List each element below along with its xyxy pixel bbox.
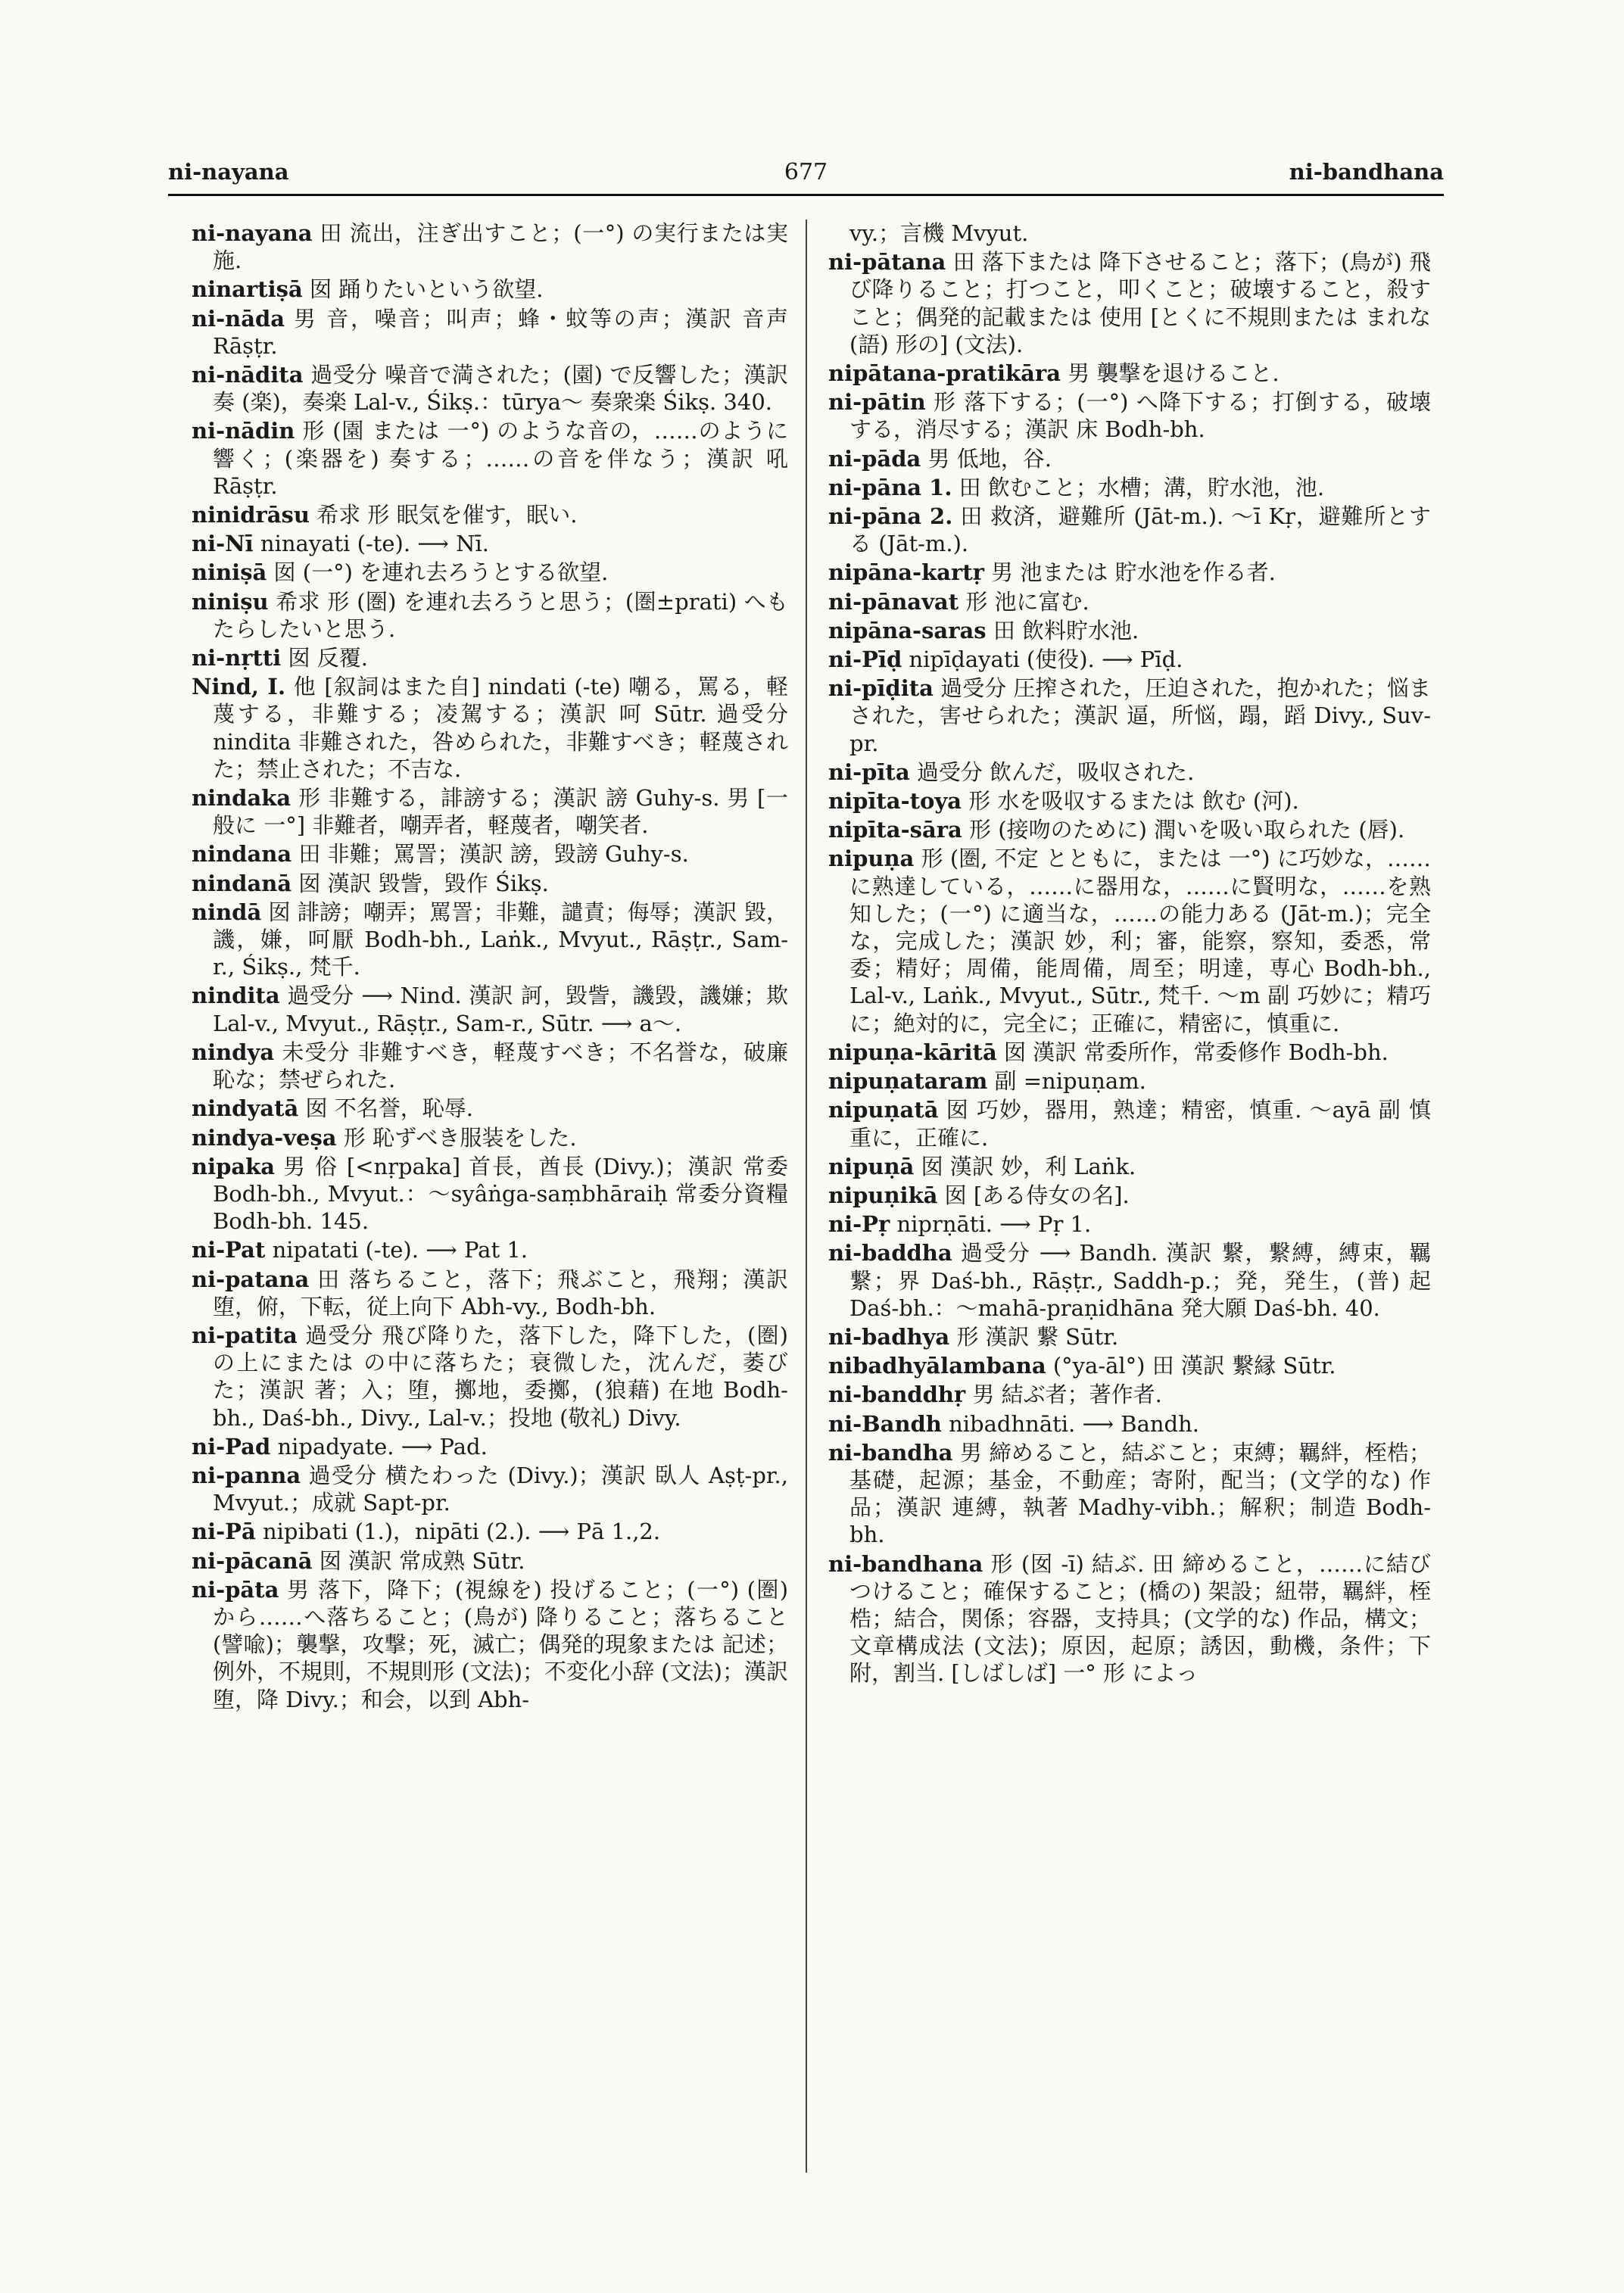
entry-headword: ni-Bandh <box>828 1410 942 1437</box>
page-number: 677 <box>784 159 828 185</box>
dictionary-entry <box>192 588 788 643</box>
entry-definition: 囡 巧妙，器用，熟達；精密，慎重. ～ayā 副 慎重に，正確に. <box>849 1097 1431 1151</box>
entry-definition: 過受分 ⟶ Bandh. 漢訳 繋，繋縛，縛束，羈繋；界 Daś-bh., Rāṣṭr., Saddh-p.；発，発生，(普) 起 Daś-bh.：～mahā-praṇidhāna 発大願 Daś-bh. 40. <box>849 1240 1431 1321</box>
dictionary-entry <box>192 899 788 981</box>
entry-definition: 囡 漢訳 常成熟 Sūtr. <box>319 1547 525 1574</box>
dictionary-entry <box>828 1323 1431 1351</box>
entry-headword: ni-pātana <box>828 249 946 276</box>
entry-headword: nindyatā <box>192 1095 299 1122</box>
entry-headword: nipāna-kartṛ <box>828 559 984 586</box>
entry-definition: 男 結ぶ者；著作者. <box>972 1382 1162 1408</box>
entry-headword: nipuṇatā <box>828 1097 939 1123</box>
entry-definition: 過受分 飛び降りた，落下した，降下した，(圏) の上にまたは の中に落ちた；衰微した，沈んだ，萎びた；漢訳 著；入；堕，擲地，委擲，(狼藉) 在地 Bodh-bh., Daś-bh., Divy., Lal-v.；投地 (敬礼) Divy. <box>213 1322 788 1431</box>
entry-headword: nindita <box>192 983 280 1009</box>
entry-definition: 囡 [ある侍女の名]. <box>944 1182 1130 1208</box>
entry-definition: 囡 反覆. <box>288 645 368 671</box>
left-column <box>192 220 788 2263</box>
entry-headword: nipuṇā <box>828 1153 915 1179</box>
entry-definition: nipatati (-te). ⟶ Pat 1. <box>272 1237 528 1263</box>
dictionary-entry <box>192 361 788 416</box>
entry-definition: 過受分 飲んだ，吸収された. <box>916 759 1195 785</box>
entry-headword: ni-bandhana <box>828 1550 983 1577</box>
dictionary-entry <box>192 1153 788 1235</box>
entry-definition: 他 [叙詞はまた自] nindati (-te) 嘲る，罵る，軽蔑する，非難する；凌駕する；漢訳 呵 Sūtr. 過受分 nindita 非難された，咎められた，非難すべき；軽蔑された；禁止された；不吉な. <box>213 674 788 782</box>
entry-headword: ni-baddha <box>828 1240 952 1266</box>
dictionary-entry <box>192 982 788 1036</box>
entry-definition: 囡 (一°) を連れ去ろうとする欲望. <box>273 559 609 586</box>
entry-headword: ninartiṣā <box>192 276 303 303</box>
entry-definition: 田 救済，避難所 (Jāt-m.). ～ī Kṛ，避難所とする (Jāt-m.). <box>849 503 1431 557</box>
dictionary-entry <box>192 276 788 303</box>
entry-headword: nipuṇataram <box>828 1068 988 1095</box>
dictionary-entry <box>192 1547 788 1575</box>
entry-definition: 田 飲むこと；水槽；溝，貯水池，池. <box>959 474 1325 500</box>
entry-definition: 過受分 圧搾された，圧迫された，抱かれた；悩まされた，害せられた；漢訳 逼，所悩，蹋，蹈 Divy., Suv-pr. <box>849 675 1431 756</box>
entry-definition: 副 =nipuṇam. <box>994 1068 1146 1095</box>
column-divider <box>806 220 807 2173</box>
dictionary-entry <box>828 787 1431 815</box>
entry-headword: ni-Pā <box>192 1519 256 1545</box>
entry-definition: 男 襲撃を退けること. <box>1068 360 1280 387</box>
dictionary-entry <box>828 1210 1431 1238</box>
dictionary-entry <box>192 417 788 500</box>
entry-definition: 囡 誹謗；嘲弄；罵詈；非難，譴責；侮辱；漢訳 毀，譏，嫌，呵厭 Bodh-bh., Laṅk., Mvyut., Rāṣṭr., Sam-r., Śikṣ., 梵千. <box>213 899 788 980</box>
dictionary-entry <box>192 1039 788 1093</box>
dictionary-entry <box>828 474 1431 501</box>
entry-headword: nipaka <box>192 1153 276 1179</box>
running-head <box>168 156 1444 196</box>
entry-definition: (°ya-āl°) 田 漢訳 繋縁 Sūtr. <box>1052 1353 1336 1379</box>
entry-headword: ninidrāsu <box>192 502 310 528</box>
entry-definition: 田 非難；罵詈；漢訳 謗，毀謗 Guhy-s. <box>298 841 689 868</box>
entry-definition: 男 俗 [<nṛpaka] 首長，酋長 (Divy.)；漢訳 常委 Bodh-bh., Mvyut.：～syâṅga-saṃbhāraiḥ 常委分資糧 Bodh-bh. 145. <box>213 1153 788 1235</box>
entry-headword: ni-patita <box>192 1322 298 1348</box>
dictionary-entry <box>828 248 1431 358</box>
entry-definition: niprṇāti. ⟶ Pṛ 1. <box>896 1211 1092 1238</box>
entry-headword: ni-badhya <box>828 1323 950 1350</box>
dictionary-entry <box>828 759 1431 786</box>
dictionary-entry <box>828 220 1431 247</box>
entry-definition: nipadyate. ⟶ Pad. <box>277 1433 488 1460</box>
entry-definition: 囡 漢訳 妙，利 Laṅk. <box>921 1153 1136 1179</box>
entry-definition: 希求 形 眠気を催す，眠い. <box>316 502 578 528</box>
dictionary-entry <box>828 1381 1431 1408</box>
entry-headword: ni-banddhṛ <box>828 1382 966 1408</box>
entry-headword: nindya-veṣa <box>192 1124 337 1151</box>
entry-headword: ni-nāda <box>192 305 285 332</box>
dictionary-entry <box>192 644 788 671</box>
entry-definition: 囡 漢訳 常委所作，常委修作 Bodh-bh. <box>1003 1039 1389 1065</box>
entry-definition: 形 (圏, 不定 とともに，または 一°) に巧妙な，……に熟達している，……に器用な，……に賢明な，……を熟知した；(一°) に適当な，……の能力ある (Jāt-m.)；完全な，完成した；漢訳 妙，利；審，能察，察知，委悉，常委；精好；周備，能周備，周至；明達，専心 Bodh-bh., Lal-v., Laṅk., Mvyut., Sūtr., 梵千. ～m 副 巧妙に；精巧に；絶対的に，完全に；正確に，精密に，慎重に. <box>849 846 1431 1036</box>
entry-headword: nipātana-pratikāra <box>828 360 1061 387</box>
dictionary-entry <box>828 675 1431 757</box>
entry-headword: ni-Pīḍ <box>828 646 902 673</box>
entry-headword: nindya <box>192 1039 275 1065</box>
header-right-guide-word: ni-bandhana <box>1289 159 1444 185</box>
dictionary-entry <box>192 1462 788 1516</box>
dictionary-entry <box>828 503 1431 557</box>
entry-headword: nindaka <box>192 785 291 812</box>
dictionary-entry <box>192 1266 788 1320</box>
entry-headword: nipāna-saras <box>828 617 987 643</box>
entry-headword: ni-Pat <box>192 1237 266 1263</box>
entry-definition: 形 水を吸収するまたは 飲む (河). <box>968 788 1299 815</box>
dictionary-entry <box>192 870 788 897</box>
entry-definition: 囡 不名誉，恥辱. <box>305 1095 473 1122</box>
entry-definition: 形 非難する，誹謗する；漢訳 謗 Guhy-s. 男 [一般に 一°] 非難者，嘲弄者，軽蔑者，嘲笑者. <box>213 785 788 839</box>
entry-definition: 未受分 非難すべき，軽蔑すべき；不名誉な，破廉恥な；禁ぜられた. <box>213 1039 788 1093</box>
dictionary-entry <box>828 1439 1431 1549</box>
entry-definition: vy.；言機 Mvyut. <box>849 220 1029 246</box>
entry-definition: 希求 形 (圏) を連れ去ろうと思う；(圏±prati) へもたらしたいと思う. <box>213 588 788 642</box>
dictionary-entry <box>828 1352 1431 1379</box>
entry-headword: ni-pātin <box>828 389 926 416</box>
dictionary-entry <box>192 673 788 783</box>
dictionary-entry <box>828 1067 1431 1095</box>
entry-headword: ni-pācanā <box>192 1547 313 1574</box>
dictionary-entry <box>828 388 1431 443</box>
dictionary-entry <box>828 1239 1431 1322</box>
entry-definition: ninayati (-te). ⟶ Nī. <box>260 531 489 557</box>
dictionary-entry <box>192 305 788 360</box>
entry-definition: 男 落下，降下；(視線を) 投げること；(一°) (圏) から……へ落ちること；(鳥が) 降りること；落ちること (譬喩)；襲撃，攻撃；死，滅亡；偶発的現象または 記述；例外，不規則，不規則形 (文法)；不変化小辞 (文法)；漢訳 堕，降 Divy.；和会，以到 Abh- <box>213 1576 788 1712</box>
entry-definition: 囡 漢訳 毀訾，毀作 Śikṣ. <box>298 870 549 896</box>
entry-headword: ni-pāna 2. <box>828 503 953 530</box>
dictionary-entry <box>828 445 1431 472</box>
entry-headword: nibadhyālambana <box>828 1353 1046 1379</box>
entry-headword: ni-nādita <box>192 362 304 388</box>
entry-headword: ni-pāna 1. <box>828 474 952 500</box>
entry-definition: 形 池に富む. <box>965 588 1089 615</box>
entry-headword: ni-nādin <box>192 418 295 444</box>
entry-headword: ni-Nī <box>192 531 254 557</box>
entry-definition: 田 飲料貯水池. <box>993 617 1139 643</box>
dictionary-entry <box>192 1236 788 1263</box>
entry-headword: nindā <box>192 899 262 925</box>
entry-headword: ni-nayana <box>192 220 313 246</box>
entry-definition: 男 低地，谷. <box>927 445 1052 472</box>
entry-headword: ni-pāta <box>192 1576 279 1603</box>
entry-definition: 過受分 横たわった (Divy.)；漢訳 臥人 Aṣṭ-pr., Mvyut.；成就 Sapt-pr. <box>213 1462 788 1516</box>
dictionary-entry <box>828 646 1431 673</box>
entry-headword: ni-pānavat <box>828 588 959 615</box>
dictionary-entry <box>192 1433 788 1460</box>
dictionary-entry <box>192 1095 788 1122</box>
entry-headword: nipīta-sāra <box>828 817 962 843</box>
entry-definition: 形 恥ずべき服装をした. <box>343 1124 577 1151</box>
entry-definition: 囡 踊りたいという欲望. <box>310 276 544 303</box>
dictionary-entry <box>828 1096 1431 1151</box>
entry-headword: nipuṇa <box>828 846 915 872</box>
entry-headword: ni-pīḍita <box>828 675 934 702</box>
entry-definition: 形 (接吻のために) 潤いを吸い取られた (唇). <box>969 817 1405 843</box>
entry-headword: nindanā <box>192 870 292 896</box>
dictionary-entry <box>192 1322 788 1432</box>
entry-definition: nibadhnāti. ⟶ Bandh. <box>949 1410 1200 1437</box>
entry-definition: 過受分 ⟶ Nind. 漢訳 訶，毀訾，譏毀，譏嫌；欺 Lal-v., Mvyut., Rāṣṭr., Sam-r., Sūtr. ⟶ a～. <box>213 983 788 1036</box>
dictionary-entry <box>828 1410 1431 1438</box>
entry-headword: nipuṇa-kāritā <box>828 1039 997 1065</box>
right-column <box>828 220 1431 2263</box>
entry-definition: 田 落下または 降下させること；落下；(鳥が) 飛び降りること；打つこと，叩くこと；破壊すること，殺すこと；偶発的記載または 使用 [とくに不規則または まれな (語) 形の] (文法). <box>849 249 1431 357</box>
entry-headword: niniṣu <box>192 588 269 615</box>
entry-headword: ni-Pṛ <box>828 1211 890 1238</box>
dictionary-entry <box>192 559 788 586</box>
entry-headword: ni-pāda <box>828 445 921 472</box>
entry-definition: 男 締めること，結ぶこと；束縛；羈絆，桎梏；基礎，起源；基金，不動産；寄附，配当；(文学的な) 作品；漢訳 連縛，執著 Madhy-vibh.；解釈；制造 Bodh-bh. <box>849 1439 1431 1548</box>
dictionary-entry <box>192 220 788 274</box>
entry-headword: ni-bandha <box>828 1439 953 1466</box>
dictionary-entry <box>828 360 1431 387</box>
entry-headword: ni-patana <box>192 1266 310 1292</box>
dictionary-entry <box>828 845 1431 1036</box>
dictionary-entry <box>828 617 1431 644</box>
dictionary-entry <box>828 1153 1431 1180</box>
entry-definition: nipīḍayati (使役). ⟶ Pīḍ. <box>909 646 1183 673</box>
entry-definition: 形 (囡 -ī) 結ぶ. 田 締めること，……に結びつけること；確保すること；(橋の) 架設；紐帯，羈絆，桎梏；結合，関係；容器，支持具；(文学的な) 作品，構文；文章構成法 (文法)；原因，起原；誘因，動機，条件；下附，割当. [しばしば] 一° 形 によっ <box>849 1550 1431 1687</box>
entry-definition: 形 (園 または 一°) のような音の，……のように響く；(楽器を) 奏する；……の音を伴なう；漢訳 吼 Rāṣṭr. <box>213 418 788 499</box>
dictionary-entry <box>192 1576 788 1713</box>
dictionary-entry <box>828 559 1431 586</box>
entry-definition: 過受分 噪音で満された；(園) で反響した；漢訳 奏 (楽)，奏楽 Lal-v., Śikṣ.：tūrya～ 奏衆楽 Śikṣ. 340. <box>213 362 788 416</box>
entry-headword: ni-panna <box>192 1462 301 1488</box>
dictionary-entry <box>828 588 1431 615</box>
entry-headword: nipīta-toya <box>828 788 962 815</box>
entry-headword: Nind, I. <box>192 674 286 700</box>
entry-definition: 男 音，噪音；叫声；蜂・蚊等の声；漢訳 音声 Rāṣṭr. <box>213 305 788 359</box>
entry-headword: ni-pīta <box>828 759 910 785</box>
entry-headword: nindana <box>192 841 292 868</box>
entry-definition: 田 落ちること，落下；飛ぶこと，飛翔；漢訳 堕，俯，下転，従上向下 Abh-vy., Bodh-bh. <box>213 1266 788 1319</box>
header-left-guide-word: ni-nayana <box>168 159 289 185</box>
entry-definition: 形 落下する；(一°) へ降下する；打倒する，破壊する，消尽する；漢訳 床 Bodh-bh. <box>849 389 1431 443</box>
entry-definition: 田 流出，注ぎ出すこと；(一°) の実行または実施. <box>213 220 788 274</box>
entry-headword: ni-nṛtti <box>192 645 282 671</box>
dictionary-entry <box>192 501 788 528</box>
dictionary-entry <box>828 1039 1431 1066</box>
entry-headword: ni-Pad <box>192 1433 271 1460</box>
dictionary-entry <box>192 1124 788 1151</box>
entry-definition: 男 池または 貯水池を作る者. <box>991 559 1276 586</box>
entry-headword: nipuṇikā <box>828 1182 938 1208</box>
entry-definition: 形 漢訳 繋 Sūtr. <box>956 1323 1119 1350</box>
dictionary-entry <box>192 1518 788 1545</box>
dictionary-entry <box>828 816 1431 843</box>
dictionary-entry <box>828 1550 1431 1687</box>
entry-definition: nipibati (1.)，nipāti (2.). ⟶ Pā 1.,2. <box>262 1519 661 1545</box>
dictionary-entry <box>192 784 788 839</box>
dictionary-entry <box>192 530 788 557</box>
dictionary-entry <box>828 1182 1431 1209</box>
entry-headword: niniṣā <box>192 559 267 586</box>
dictionary-entry <box>192 840 788 868</box>
